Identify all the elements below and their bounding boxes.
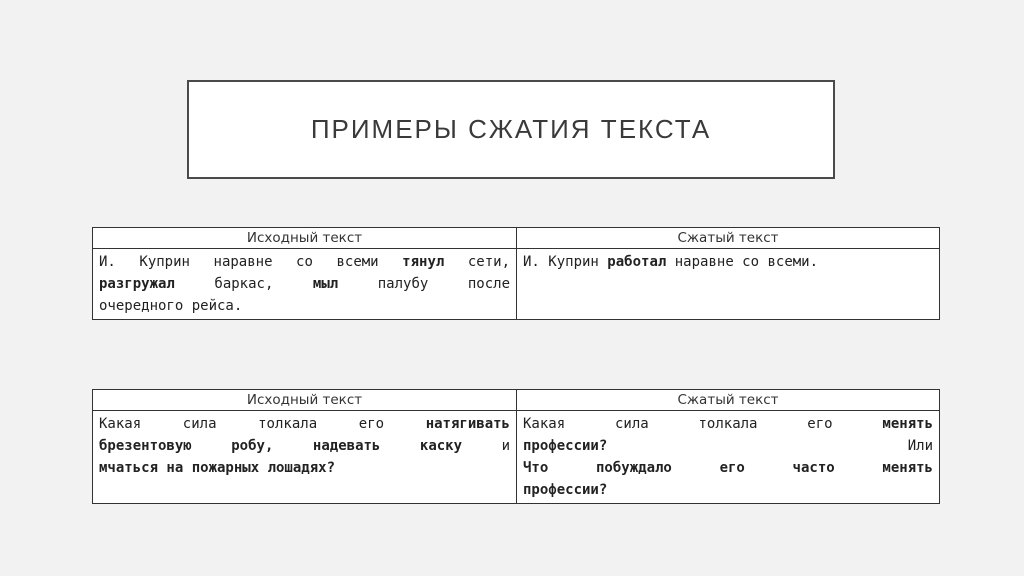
bold-text-run: натягивать	[425, 416, 510, 432]
table-row	[93, 249, 940, 320]
text-run: Или	[607, 438, 933, 454]
comparison-table-1	[92, 227, 940, 320]
bold-text-run: брезентовую робу, надевать каску	[99, 438, 463, 454]
compressed-text-cell	[517, 411, 940, 504]
text-line	[523, 251, 933, 273]
text-line	[99, 457, 510, 479]
text-line	[99, 413, 510, 435]
comparison-table-2	[92, 389, 940, 504]
text-line	[99, 295, 510, 317]
bold-text-run: профессии?	[523, 438, 608, 454]
text-line	[523, 479, 933, 501]
source-text-cell	[93, 249, 517, 320]
bold-text-run: профессии?	[523, 482, 608, 498]
text-run: Какая сила толкала его	[99, 416, 426, 432]
text-run: сети,	[444, 254, 510, 270]
text-line	[523, 457, 933, 479]
text-run: палубу после	[338, 276, 510, 292]
bold-text-run: Что побуждало его часто менять	[523, 460, 933, 476]
compressed-text-cell	[517, 249, 940, 320]
text-line	[523, 435, 933, 457]
table-header-row	[93, 390, 940, 411]
text-run: Какая сила толкала его	[523, 416, 883, 432]
header-source-text: Исходный текст	[93, 390, 517, 411]
text-run: наравне со всеми.	[666, 254, 819, 270]
header-compressed-text: Сжатый текст	[517, 228, 940, 249]
text-line	[99, 435, 510, 457]
bold-text-run: тянул	[402, 254, 445, 270]
text-line	[99, 273, 510, 295]
text-run: И. Куприн наравне со всеми	[99, 254, 403, 270]
bold-text-run: работал	[607, 254, 667, 270]
header-source-text: Исходный текст	[93, 228, 517, 249]
table-header-row	[93, 228, 940, 249]
table-row	[93, 411, 940, 504]
title-box	[187, 80, 835, 179]
header-compressed-text: Сжатый текст	[517, 390, 940, 411]
text-line	[523, 413, 933, 435]
text-run: очередного рейса.	[99, 298, 243, 314]
text-run: баркас,	[174, 276, 313, 292]
bold-text-run: разгружал	[99, 276, 175, 292]
bold-text-run: мыл	[312, 276, 339, 292]
bold-text-run: менять	[882, 416, 933, 432]
bold-text-run: мчаться на пожарных лошадях?	[99, 460, 336, 476]
slide-title: ПРИМЕРЫ СЖАТИЯ ТЕКСТА	[310, 114, 712, 144]
text-line	[99, 251, 510, 273]
text-run: И. Куприн	[523, 254, 608, 270]
source-text-cell	[93, 411, 517, 504]
text-run: и	[462, 438, 511, 454]
